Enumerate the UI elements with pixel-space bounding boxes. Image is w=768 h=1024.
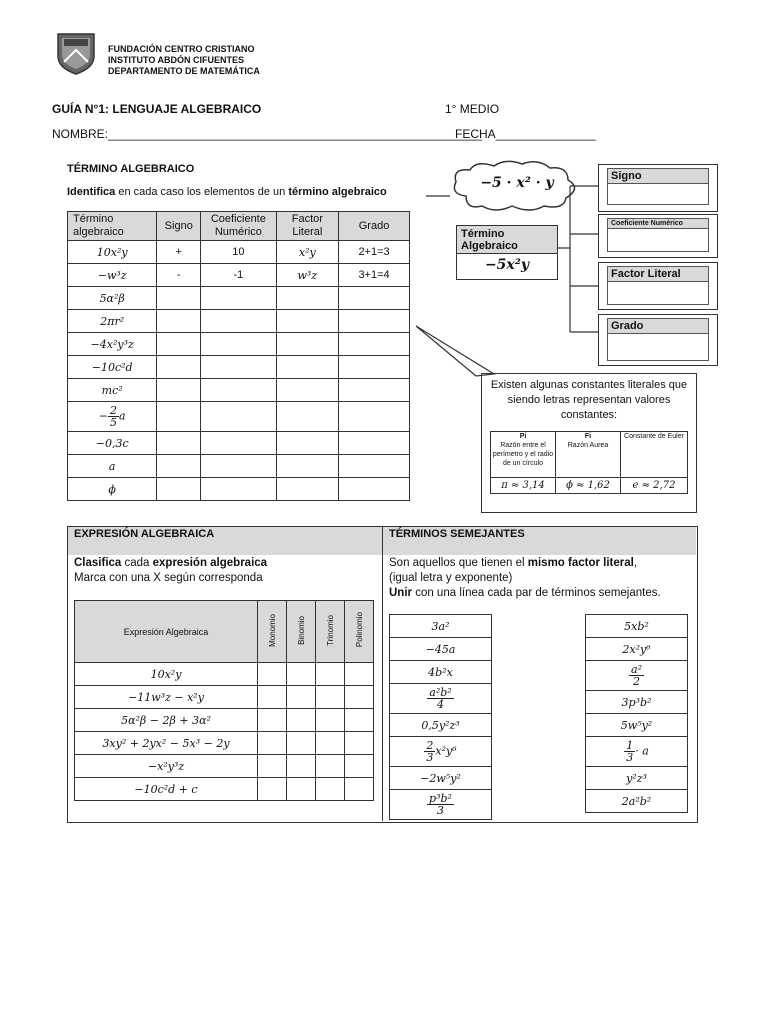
classify-row: [75, 709, 374, 732]
term-table-header: Coeficiente Numérico: [201, 212, 276, 241]
classify-header-monomio: Monomio: [258, 601, 287, 663]
term-table-header: Factor Literal: [276, 212, 339, 241]
term-box: [456, 225, 558, 280]
classify-mark-cell[interactable]: [316, 778, 345, 801]
answer-cell[interactable]: [339, 310, 410, 333]
similar-term-right[interactable]: 5w⁵y²: [586, 714, 688, 737]
term-cell: mc²: [68, 379, 157, 402]
answer-cell[interactable]: +: [157, 241, 201, 264]
answer-cell[interactable]: [276, 356, 339, 379]
answer-cell[interactable]: [157, 379, 201, 402]
answer-cell[interactable]: [339, 333, 410, 356]
classify-row: [75, 663, 374, 686]
similar-term-left[interactable]: 3a²: [390, 615, 492, 638]
answer-cell[interactable]: [276, 310, 339, 333]
classify-mark-cell[interactable]: [345, 709, 374, 732]
cloud-expression: −5 · x² · y: [480, 175, 554, 191]
classify-mark-cell[interactable]: [316, 709, 345, 732]
classify-mark-cell[interactable]: [258, 663, 287, 686]
term-table-header: Signo: [157, 212, 201, 241]
term-table-row: [68, 432, 410, 455]
classify-mark-cell[interactable]: [287, 709, 316, 732]
answer-cell[interactable]: [276, 455, 339, 478]
similar-term-left[interactable]: $\frac{\text{a²b²}}{4}$: [390, 684, 492, 714]
grade-label: 1° MEDIO: [445, 102, 500, 116]
answer-cell[interactable]: 3+1=4: [339, 264, 410, 287]
answer-cell[interactable]: [276, 333, 339, 356]
similar-term-right[interactable]: 3p³b²: [586, 691, 688, 714]
classify-mark-cell[interactable]: [316, 732, 345, 755]
classify-mark-cell[interactable]: [345, 732, 374, 755]
similar-term-right[interactable]: 2x²y⁶: [586, 638, 688, 661]
org-line-1: FUNDACIÓN CENTRO CRISTIANO: [108, 44, 255, 54]
classify-mark-cell[interactable]: [316, 686, 345, 709]
term-table-row: [68, 379, 410, 402]
term-table-row: [68, 333, 410, 356]
term-table-row: [68, 310, 410, 333]
answer-cell[interactable]: [157, 478, 201, 501]
answer-cell[interactable]: [201, 310, 276, 333]
section3-instruction: Son aquellos que tienen el mismo factor literal, (igual letra y exponente) Unir con una línea cada par de términos semejantes.: [389, 557, 661, 599]
answer-cell[interactable]: [201, 356, 276, 379]
classify-mark-cell[interactable]: [345, 686, 374, 709]
classify-mark-cell[interactable]: [258, 709, 287, 732]
degree-box-label: Grado: [607, 318, 709, 334]
term-cell: 5α²β: [68, 287, 157, 310]
similar-term-right[interactable]: $\frac{\text{a²}}{2}$: [586, 661, 688, 691]
constants-box: [481, 373, 697, 513]
answer-cell[interactable]: [201, 287, 276, 310]
answer-cell[interactable]: [201, 379, 276, 402]
answer-cell[interactable]: [276, 379, 339, 402]
classify-header-polinomio: Polinomio: [345, 601, 374, 663]
guide-title: GUÍA N°1: LENGUAJE ALGEBRAICO: [52, 102, 262, 116]
answer-cell[interactable]: [276, 478, 339, 501]
answer-cell[interactable]: [276, 432, 339, 455]
answer-cell[interactable]: [201, 333, 276, 356]
classify-mark-cell[interactable]: [258, 778, 287, 801]
answer-cell[interactable]: [276, 402, 339, 432]
section2-title: EXPRESIÓN ALGEBRAICA: [74, 528, 215, 540]
const-col-fi: Fi Razón Aurea: [556, 432, 621, 478]
section3-title: TÉRMINOS SEMEJANTES: [389, 528, 525, 540]
answer-cell[interactable]: x²y: [276, 241, 339, 264]
answer-cell[interactable]: [339, 287, 410, 310]
coef-box-label: Coeficiente Numérico: [607, 218, 709, 229]
classify-header-expression: Expresión Algebraica: [75, 601, 258, 663]
similar-left-column: [389, 614, 492, 820]
answer-cell[interactable]: [157, 333, 201, 356]
classify-mark-cell[interactable]: [345, 755, 374, 778]
section1-instruction: Identifica en cada caso los elementos de un término algebraico: [67, 186, 387, 198]
classify-mark-cell[interactable]: [316, 663, 345, 686]
constants-table: [490, 431, 688, 494]
expression-cell: −x²y³z: [75, 755, 258, 778]
classify-row: [75, 732, 374, 755]
answer-cell[interactable]: [276, 287, 339, 310]
expression-cell: 5α²β − 2β + 3α²: [75, 709, 258, 732]
similar-term-left[interactable]: $\frac{\text{p³b²}}{3}$: [390, 790, 492, 820]
classify-mark-cell[interactable]: [287, 663, 316, 686]
answer-cell[interactable]: [157, 356, 201, 379]
term-table: [67, 211, 410, 501]
school-logo: [52, 28, 100, 76]
literal-box: [598, 262, 718, 310]
section2-instruction: Clasifica cada expresión algebraica Marca con una X según corresponda: [74, 557, 268, 584]
classify-mark-cell[interactable]: [287, 755, 316, 778]
term-table-row: [68, 356, 410, 379]
answer-cell[interactable]: [201, 402, 276, 432]
literal-box-label: Factor Literal: [607, 266, 709, 282]
classify-mark-cell[interactable]: [258, 755, 287, 778]
term-cell: − $\frac{2}{5}$ a: [68, 402, 157, 432]
similar-right-column: [585, 614, 688, 813]
answer-cell[interactable]: [157, 287, 201, 310]
similar-term-right[interactable]: 2a²b²: [586, 790, 688, 813]
answer-cell[interactable]: [339, 478, 410, 501]
similar-term-left[interactable]: $\frac{2}{3}$ x²y⁶: [390, 737, 492, 767]
term-table-row: [68, 264, 410, 287]
answer-cell[interactable]: [339, 455, 410, 478]
answer-cell[interactable]: [201, 455, 276, 478]
date-field[interactable]: FECHA_______________: [455, 127, 596, 141]
term-cell: −0,3c: [68, 432, 157, 455]
term-cell: −4x²y³z: [68, 333, 157, 356]
term-box-value: −5x²y: [484, 257, 530, 273]
term-cell: a: [68, 455, 157, 478]
const-value-euler: e ≈ 2,72: [621, 478, 688, 494]
const-value-pi: π ≈ 3,14: [491, 478, 556, 494]
classify-mark-cell[interactable]: [287, 732, 316, 755]
expression-cell: −10c²d + c: [75, 778, 258, 801]
term-table-header: Término algebraico: [68, 212, 157, 241]
sign-box: [598, 164, 718, 212]
sign-box-label: Signo: [607, 168, 709, 184]
answer-cell[interactable]: [157, 455, 201, 478]
const-value-fi: ϕ ≈ 1,62: [556, 478, 621, 494]
sign-answer-field[interactable]: [607, 184, 709, 205]
term-cell: 2πr²: [68, 310, 157, 333]
section1-title: TÉRMINO ALGEBRAICO: [67, 163, 195, 175]
org-line-2: INSTITUTO ABDÓN CIFUENTES: [108, 55, 245, 65]
term-box-label: Término Algebraico: [457, 226, 557, 254]
expression-cell: 10x²y: [75, 663, 258, 686]
similar-term-right[interactable]: $\frac{1}{3}$ · a: [586, 737, 688, 767]
answer-cell[interactable]: [157, 310, 201, 333]
classify-mark-cell[interactable]: [316, 755, 345, 778]
answer-cell[interactable]: [157, 432, 201, 455]
classify-mark-cell[interactable]: [345, 663, 374, 686]
classify-mark-cell[interactable]: [258, 732, 287, 755]
answer-cell[interactable]: 2+1=3: [339, 241, 410, 264]
answer-cell[interactable]: w³z: [276, 264, 339, 287]
answer-cell[interactable]: -1: [201, 264, 276, 287]
term-table-row: [68, 478, 410, 501]
classify-mark-cell[interactable]: [287, 778, 316, 801]
classify-row: [75, 686, 374, 709]
term-cell: −w³z: [68, 264, 157, 287]
similar-term-left[interactable]: −45a: [390, 638, 492, 661]
coef-box: [598, 214, 718, 258]
similar-term-left[interactable]: 0,5y²z³: [390, 714, 492, 737]
term-cell: −10c²d: [68, 356, 157, 379]
similar-term-left[interactable]: −2w⁵y²: [390, 767, 492, 790]
classify-row: [75, 778, 374, 801]
degree-answer-field[interactable]: [607, 334, 709, 361]
term-table-row: [68, 241, 410, 264]
degree-box: [598, 314, 718, 366]
classify-table: [74, 600, 374, 801]
answer-cell[interactable]: [339, 356, 410, 379]
classify-header-trinomio: Trinomio: [316, 601, 345, 663]
expression-cell: −11w³z − x²y: [75, 686, 258, 709]
term-table-row: [68, 455, 410, 478]
const-col-pi: Pi Razón entre el perímetro y el radio de un círculo: [491, 432, 556, 478]
term-cell: ϕ: [68, 478, 157, 501]
answer-cell[interactable]: -: [157, 264, 201, 287]
classify-row: [75, 755, 374, 778]
term-table-header: Grado: [339, 212, 410, 241]
answer-cell[interactable]: [201, 478, 276, 501]
answer-cell[interactable]: [201, 432, 276, 455]
classify-header-binomio: Binomio: [287, 601, 316, 663]
similar-term-right[interactable]: 5xb²: [586, 615, 688, 638]
classify-mark-cell[interactable]: [345, 778, 374, 801]
classify-mark-cell[interactable]: [258, 686, 287, 709]
similar-term-left[interactable]: 4b²x: [390, 661, 492, 684]
org-line-3: DEPARTAMENTO DE MATEMÁTICA: [108, 66, 260, 76]
constants-intro: Existen algunas constantes literales que siendo letras representan valores constantes:: [490, 379, 688, 421]
answer-cell[interactable]: 10: [201, 241, 276, 264]
term-table-row: [68, 287, 410, 310]
term-cell: 10x²y: [68, 241, 157, 264]
name-field[interactable]: NOMBRE:________________________________________________________: [52, 127, 482, 141]
answer-cell[interactable]: [339, 402, 410, 432]
const-col-euler: Constante de Euler: [621, 432, 688, 478]
answer-cell[interactable]: [339, 432, 410, 455]
classify-mark-cell[interactable]: [287, 686, 316, 709]
panel-divider: [382, 526, 383, 821]
expression-cell: 3xy² + 2yx² − 5x³ − 2y: [75, 732, 258, 755]
term-table-row: [68, 402, 410, 432]
similar-term-right[interactable]: y²z³: [586, 767, 688, 790]
answer-cell[interactable]: [339, 379, 410, 402]
literal-answer-field[interactable]: [607, 282, 709, 305]
answer-cell[interactable]: [157, 402, 201, 432]
coef-answer-field[interactable]: [607, 229, 709, 252]
